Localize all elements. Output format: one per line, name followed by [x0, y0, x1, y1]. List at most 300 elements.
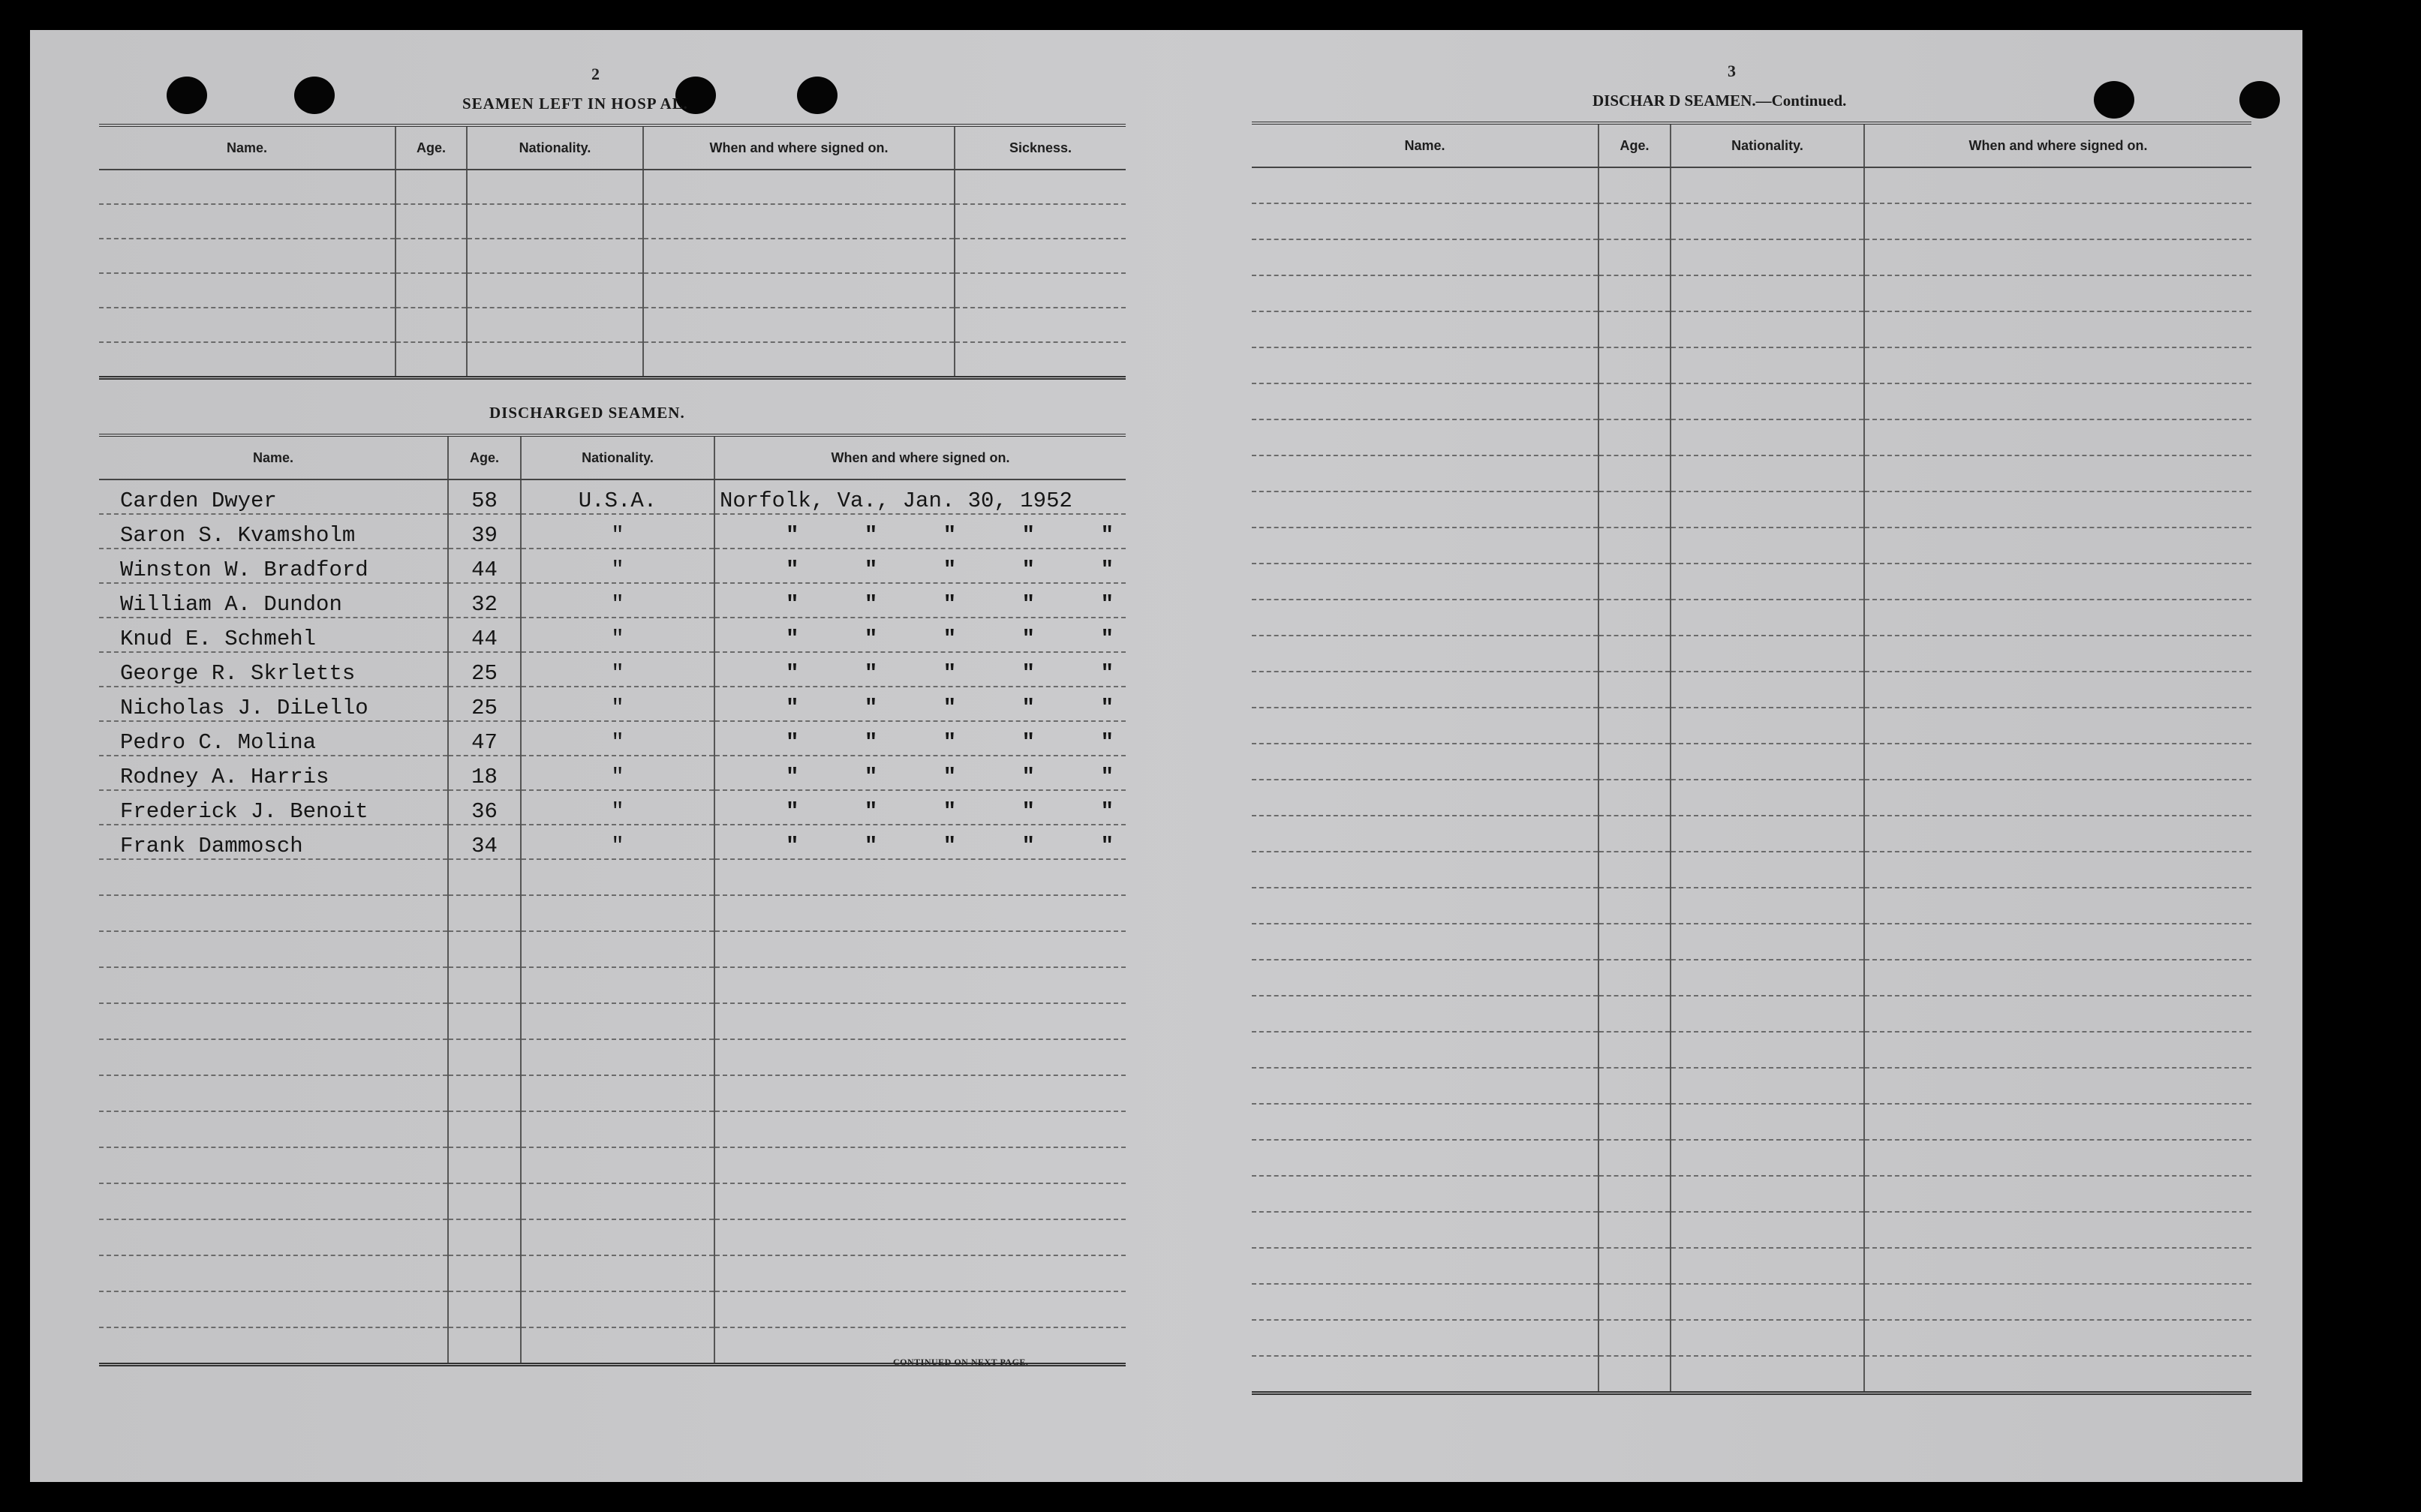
empty-cell [955, 308, 1126, 342]
seaman-age: 39 [448, 514, 521, 549]
empty-cell [1252, 672, 1598, 708]
empty-cell [1671, 1212, 1864, 1248]
empty-cell [1671, 564, 1864, 600]
empty-cell [1598, 1104, 1671, 1140]
table-row [1252, 672, 2251, 708]
empty-cell [1671, 1320, 1864, 1356]
empty-cell [448, 1327, 521, 1365]
ditto-mark: " [943, 834, 957, 858]
empty-cell [521, 967, 714, 1003]
seaman-name: Pedro C. Molina [99, 721, 448, 756]
empty-cell [1598, 311, 1671, 347]
empty-cell [714, 1003, 1126, 1039]
empty-cell [1864, 816, 2251, 852]
column-header: Age. [448, 435, 521, 479]
empty-cell [1864, 744, 2251, 780]
seaman-name: William A. Dundon [99, 583, 448, 618]
column-header: When and where signed on. [643, 125, 955, 170]
ditto-mark: " [1100, 834, 1114, 858]
seaman-age: 25 [448, 687, 521, 721]
table-row [99, 1075, 1126, 1111]
empty-cell [448, 1111, 521, 1147]
table-row [99, 618, 1126, 652]
empty-cell [99, 967, 448, 1003]
ditto-mark: " [1021, 730, 1036, 755]
empty-cell [643, 204, 955, 239]
discharged-table [99, 434, 1126, 1366]
ditto-mark: " [864, 730, 878, 755]
table-row [1252, 491, 2251, 528]
empty-cell [714, 1219, 1126, 1255]
empty-cell [1671, 780, 1864, 816]
empty-cell [1671, 1140, 1864, 1176]
punch-hole [2239, 81, 2280, 119]
empty-cell [1671, 1248, 1864, 1284]
empty-cell [1252, 528, 1598, 564]
empty-cell [714, 895, 1126, 931]
ditto-mark: " [786, 765, 799, 789]
empty-cell [1598, 960, 1671, 996]
empty-cell [1598, 744, 1671, 780]
ditto-mark: " [786, 558, 799, 582]
table-row [99, 967, 1126, 1003]
seaman-name: Knud E. Schmehl [99, 618, 448, 652]
seaman-nationality: " [521, 583, 714, 618]
table-row [99, 1255, 1126, 1291]
empty-cell [521, 1111, 714, 1147]
empty-cell [1252, 347, 1598, 383]
empty-cell [448, 1039, 521, 1075]
empty-cell [1252, 1212, 1598, 1248]
empty-cell [1598, 203, 1671, 239]
table-row [99, 1003, 1126, 1039]
empty-cell [1671, 816, 1864, 852]
ditto-mark: " [864, 627, 878, 651]
empty-cell [1252, 167, 1598, 203]
table-row [1252, 1176, 2251, 1212]
seaman-nationality: " [521, 652, 714, 687]
column-header: Nationality. [521, 435, 714, 479]
empty-cell [1671, 528, 1864, 564]
empty-cell [1598, 1140, 1671, 1176]
empty-cell [955, 273, 1126, 308]
ditto-mark: " [1100, 730, 1114, 755]
ditto-mark: " [943, 765, 957, 789]
empty-cell [1252, 924, 1598, 960]
punch-hole [294, 77, 335, 114]
empty-cell [1864, 996, 2251, 1032]
ditto-mark: " [786, 592, 799, 617]
table-row [99, 895, 1126, 931]
empty-cell [99, 859, 448, 895]
empty-cell [467, 273, 643, 308]
ditto-mark: " [943, 730, 957, 755]
table-row [99, 273, 1126, 308]
empty-cell [1864, 1248, 2251, 1284]
table-row [99, 479, 1126, 514]
empty-cell [448, 1075, 521, 1111]
empty-cell [1598, 491, 1671, 528]
empty-cell [395, 342, 467, 378]
empty-cell [714, 967, 1126, 1003]
table-row [1252, 1212, 2251, 1248]
table-row [1252, 1356, 2251, 1393]
empty-cell [521, 1039, 714, 1075]
seaman-name: Saron S. Kvamsholm [99, 514, 448, 549]
signed-on-ditto [714, 549, 1126, 583]
empty-cell [1598, 1032, 1671, 1068]
empty-cell [1252, 852, 1598, 888]
empty-cell [1598, 780, 1671, 816]
empty-cell [1864, 1104, 2251, 1140]
ditto-mark: " [864, 592, 878, 617]
signed-on-ditto [714, 583, 1126, 618]
empty-cell [1252, 960, 1598, 996]
empty-cell [1864, 1068, 2251, 1104]
empty-cell [99, 308, 395, 342]
empty-cell [521, 859, 714, 895]
empty-cell [1598, 1068, 1671, 1104]
table-row [99, 931, 1126, 967]
seaman-name: Carden Dwyer [99, 479, 448, 514]
seaman-age: 36 [448, 790, 521, 825]
seaman-nationality: " [521, 618, 714, 652]
empty-cell [1252, 1032, 1598, 1068]
empty-cell [1252, 1068, 1598, 1104]
empty-cell [1252, 780, 1598, 816]
empty-cell [521, 1219, 714, 1255]
empty-cell [395, 170, 467, 204]
seaman-age: 25 [448, 652, 521, 687]
table-row [99, 790, 1126, 825]
ditto-mark: " [1021, 558, 1036, 582]
empty-cell [1864, 1320, 2251, 1356]
empty-cell [1671, 708, 1864, 744]
empty-cell [1598, 600, 1671, 636]
table-row [99, 756, 1126, 790]
empty-cell [1864, 167, 2251, 203]
ditto-mark: " [1021, 661, 1036, 686]
ditto-mark: " [943, 523, 957, 548]
empty-cell [714, 1291, 1126, 1327]
empty-cell [395, 273, 467, 308]
empty-cell [1598, 239, 1671, 275]
empty-cell [1864, 960, 2251, 996]
empty-cell [448, 895, 521, 931]
right-page [1171, 30, 2302, 1482]
empty-cell [1598, 383, 1671, 419]
empty-cell [1671, 672, 1864, 708]
ditto-mark: " [1100, 592, 1114, 617]
empty-cell [1864, 564, 2251, 600]
empty-cell [99, 1183, 448, 1219]
empty-cell [99, 204, 395, 239]
column-header: Age. [1598, 123, 1671, 167]
signed-on: Norfolk, Va., Jan. 30, 1952 [714, 479, 1126, 514]
seaman-age: 18 [448, 756, 521, 790]
empty-cell [99, 342, 395, 378]
table-row [1252, 852, 2251, 888]
empty-cell [1598, 852, 1671, 888]
empty-cell [521, 1255, 714, 1291]
empty-cell [1252, 275, 1598, 311]
empty-cell [99, 1003, 448, 1039]
empty-cell [1671, 1356, 1864, 1393]
ditto-mark: " [864, 834, 878, 858]
empty-cell [1598, 1248, 1671, 1284]
empty-cell [1671, 888, 1864, 924]
empty-cell [1252, 1140, 1598, 1176]
ditto-mark: " [786, 523, 799, 548]
empty-cell [99, 1111, 448, 1147]
table-row [1252, 636, 2251, 672]
table-row [1252, 275, 2251, 311]
seaman-name: Frederick J. Benoit [99, 790, 448, 825]
empty-cell [1864, 383, 2251, 419]
column-header: Name. [99, 125, 395, 170]
empty-cell [1671, 1032, 1864, 1068]
empty-cell [1598, 1356, 1671, 1393]
empty-cell [1252, 1284, 1598, 1320]
ditto-mark: " [786, 799, 799, 824]
seaman-age: 32 [448, 583, 521, 618]
empty-cell [1598, 528, 1671, 564]
ditto-mark: " [864, 661, 878, 686]
empty-cell [1598, 1284, 1671, 1320]
column-header: When and where signed on. [714, 435, 1126, 479]
ditto-mark: " [786, 661, 799, 686]
empty-cell [1864, 600, 2251, 636]
table-row [99, 342, 1126, 378]
empty-cell [1598, 636, 1671, 672]
empty-cell [643, 170, 955, 204]
empty-cell [1598, 672, 1671, 708]
empty-cell [395, 204, 467, 239]
empty-cell [1252, 419, 1598, 455]
table-row [99, 825, 1126, 859]
ditto-mark: " [943, 558, 957, 582]
empty-cell [1864, 419, 2251, 455]
empty-cell [1671, 852, 1864, 888]
table-row [1252, 924, 2251, 960]
punch-hole [797, 77, 838, 114]
left-page [30, 30, 1156, 1482]
empty-cell [714, 859, 1126, 895]
empty-cell [1252, 600, 1598, 636]
discharged-continued-table [1252, 122, 2251, 1395]
ditto-mark: " [1100, 799, 1114, 824]
empty-cell [521, 895, 714, 931]
table-row [99, 308, 1126, 342]
ditto-mark: " [943, 799, 957, 824]
empty-cell [1671, 203, 1864, 239]
table-row [99, 652, 1126, 687]
empty-cell [955, 239, 1126, 273]
column-header: Nationality. [1671, 123, 1864, 167]
table-row [99, 1111, 1126, 1147]
column-header: Age. [395, 125, 467, 170]
empty-cell [448, 1183, 521, 1219]
seaman-nationality: " [521, 790, 714, 825]
empty-cell [714, 1075, 1126, 1111]
seaman-name: Rodney A. Harris [99, 756, 448, 790]
empty-cell [1671, 1104, 1864, 1140]
empty-cell [714, 1255, 1126, 1291]
empty-cell [99, 1291, 448, 1327]
empty-cell [99, 273, 395, 308]
empty-cell [1252, 239, 1598, 275]
seaman-name: Nicholas J. DiLello [99, 687, 448, 721]
empty-cell [1864, 888, 2251, 924]
empty-cell [467, 239, 643, 273]
table-row [1252, 600, 2251, 636]
signed-on-ditto [714, 790, 1126, 825]
empty-cell [1864, 1284, 2251, 1320]
table-row [1252, 1248, 2251, 1284]
empty-cell [99, 170, 395, 204]
empty-cell [1598, 419, 1671, 455]
signed-on-ditto [714, 721, 1126, 756]
table-row [99, 687, 1126, 721]
signed-on-ditto [714, 652, 1126, 687]
empty-cell [1864, 1032, 2251, 1068]
empty-cell [714, 1183, 1126, 1219]
punch-hole [167, 77, 207, 114]
empty-cell [467, 170, 643, 204]
table-row [99, 239, 1126, 273]
empty-cell [1671, 275, 1864, 311]
empty-cell [1671, 167, 1864, 203]
table-row [1252, 564, 2251, 600]
seaman-age: 44 [448, 618, 521, 652]
table-row [1252, 816, 2251, 852]
empty-cell [99, 1039, 448, 1075]
empty-cell [448, 1291, 521, 1327]
table-row [1252, 1032, 2251, 1068]
empty-cell [1864, 1176, 2251, 1212]
table-row [99, 1291, 1126, 1327]
empty-cell [1864, 239, 2251, 275]
empty-cell [1671, 491, 1864, 528]
empty-cell [448, 1147, 521, 1183]
empty-cell [643, 273, 955, 308]
ditto-mark: " [943, 627, 957, 651]
empty-cell [1598, 167, 1671, 203]
empty-cell [99, 931, 448, 967]
discharged-section-title: DISCHARGED SEAMEN. [489, 404, 685, 422]
table-row [99, 1147, 1126, 1183]
empty-cell [1252, 455, 1598, 491]
table-row [1252, 1104, 2251, 1140]
ditto-mark: " [864, 558, 878, 582]
empty-cell [1598, 708, 1671, 744]
empty-cell [1252, 816, 1598, 852]
empty-cell [1864, 1140, 2251, 1176]
empty-cell [955, 204, 1126, 239]
table-row [1252, 419, 2251, 455]
empty-cell [467, 204, 643, 239]
empty-cell [1864, 708, 2251, 744]
empty-cell [99, 239, 395, 273]
ditto-mark: " [786, 627, 799, 651]
table-row [99, 859, 1126, 895]
empty-cell [955, 342, 1126, 378]
seaman-nationality: " [521, 687, 714, 721]
table-row [99, 170, 1126, 204]
empty-cell [643, 308, 955, 342]
empty-cell [1598, 1320, 1671, 1356]
empty-cell [521, 1147, 714, 1183]
table-row [99, 514, 1126, 549]
empty-cell [1252, 636, 1598, 672]
ditto-mark: " [1021, 592, 1036, 617]
empty-cell [521, 1327, 714, 1365]
empty-cell [99, 1327, 448, 1365]
empty-cell [1671, 600, 1864, 636]
table-row [1252, 203, 2251, 239]
empty-cell [448, 967, 521, 1003]
table-row [1252, 1068, 2251, 1104]
empty-cell [1671, 996, 1864, 1032]
empty-cell [1598, 1212, 1671, 1248]
empty-cell [1864, 347, 2251, 383]
table-row [99, 204, 1126, 239]
empty-cell [1671, 960, 1864, 996]
empty-cell [1671, 311, 1864, 347]
ditto-mark: " [1100, 661, 1114, 686]
table-row [99, 1183, 1126, 1219]
ditto-mark: " [1021, 696, 1036, 720]
empty-cell [99, 1147, 448, 1183]
empty-cell [1252, 708, 1598, 744]
empty-cell [1671, 1284, 1864, 1320]
ditto-mark: " [1021, 834, 1036, 858]
table-row [1252, 996, 2251, 1032]
empty-cell [1671, 744, 1864, 780]
empty-cell [643, 342, 955, 378]
column-header: Name. [1252, 123, 1598, 167]
empty-cell [99, 895, 448, 931]
empty-cell [448, 1003, 521, 1039]
empty-cell [521, 1183, 714, 1219]
empty-cell [1252, 491, 1598, 528]
empty-cell [955, 170, 1126, 204]
empty-cell [643, 239, 955, 273]
ditto-mark: " [1100, 627, 1114, 651]
table-row [99, 721, 1126, 756]
table-row [1252, 347, 2251, 383]
table-row [1252, 780, 2251, 816]
seaman-name: Frank Dammosch [99, 825, 448, 859]
seaman-nationality: U.S.A. [521, 479, 714, 514]
page-number: 3 [1728, 62, 1736, 80]
empty-cell [1864, 852, 2251, 888]
empty-cell [714, 1147, 1126, 1183]
table-row [1252, 744, 2251, 780]
empty-cell [1598, 564, 1671, 600]
ditto-mark: " [1100, 765, 1114, 789]
table-row [1252, 383, 2251, 419]
empty-cell [1671, 636, 1864, 672]
table-row [1252, 167, 2251, 203]
seaman-age: 34 [448, 825, 521, 859]
empty-cell [1598, 347, 1671, 383]
empty-cell [1864, 780, 2251, 816]
empty-cell [1252, 744, 1598, 780]
seaman-age: 44 [448, 549, 521, 583]
empty-cell [1864, 275, 2251, 311]
empty-cell [1598, 275, 1671, 311]
